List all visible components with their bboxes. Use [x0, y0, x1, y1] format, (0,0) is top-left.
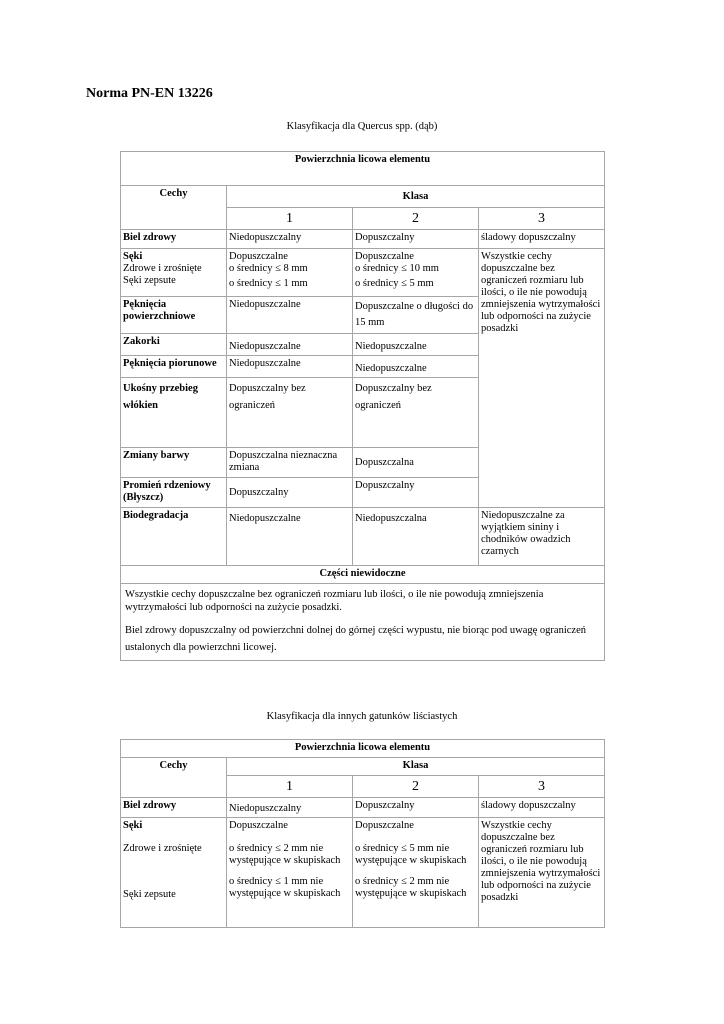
class-3-header: 3 [479, 776, 605, 798]
row-feature: Pęknięcia piorunowe [121, 356, 227, 378]
cell-line: Dopuszczalne [229, 251, 288, 262]
cell-class-2: Niedopuszczalne [353, 334, 479, 356]
cell-line: o średnicy ≤ 5 mm [355, 278, 434, 289]
document-title: Norma PN-EN 13226 [86, 86, 213, 101]
cell-line: o średnicy ≤ 1 mm [229, 278, 308, 289]
cell-line: o średnicy ≤ 8 mm [229, 263, 308, 274]
cell-class-2: Dopuszczalny [353, 230, 479, 249]
cell-class-1: Niedopuszczalne [227, 297, 353, 334]
cell-line: Dopuszczalne [355, 251, 414, 262]
cell-class-3: śladowy dopuszczalny [479, 230, 605, 249]
cell-class-1 [227, 249, 353, 297]
row-feature: Biodegradacja [121, 508, 227, 566]
table1-caption: Klasyfikacja dla Quercus spp. (dąb) [286, 121, 438, 132]
cell-class-2: Dopuszczalny [353, 798, 479, 818]
cell-class-2: Niedopuszczalna [353, 508, 479, 566]
cell-class-1: Niedopuszczalne [227, 356, 353, 378]
row-feature: Biel zdrowy [121, 798, 227, 818]
surface-header: Powierzchnia licowa elementu [121, 740, 605, 758]
cell-class-1: Niedopuszczalne [227, 508, 353, 566]
row-feature: Promień rdzeniowy (Błyszcz) [121, 478, 227, 508]
feature-sub-healthy: Zdrowe i zrośnięte [123, 843, 202, 854]
cell-line: o średnicy ≤ 10 mm [355, 263, 439, 274]
cell-class-1: Dopuszczalny bez ograniczeń [227, 378, 353, 448]
class-1-header: 1 [227, 776, 353, 798]
cell-class-2: Dopuszczalna [353, 448, 479, 478]
class-1-header: 1 [227, 208, 353, 230]
row-feature: Ukośny przebieg włókien [121, 378, 227, 448]
cell-class-1: Dopuszczalna nieznaczna zmiana [227, 448, 353, 478]
cell-line: o średnicy ≤ 1 mm nie występujące w skupiskach [229, 876, 341, 899]
hidden-parts-notes [121, 584, 605, 661]
surface-header: Powierzchnia licowa elementu [121, 152, 605, 186]
feature-sub-rotten: Sęki zepsute [123, 275, 176, 286]
class-header: Klasa [227, 758, 605, 776]
cell-class-1: Dopuszczalny [227, 478, 353, 508]
note-paragraph: Wszystkie cechy dopuszczalne bez ograniczeń rozmiaru lub ilości, o ile nie powodują zmniejszenia wytrzymałości lub odporności na zużycie posadzki. [125, 589, 544, 613]
cell-class-2: Dopuszczalny [353, 478, 479, 508]
feature-sub-rotten: Sęki zepsute [123, 889, 176, 900]
cell-class-1: Niedopuszczalny [227, 230, 353, 249]
row-feature [121, 818, 227, 928]
cell-line: o średnicy ≤ 2 mm nie występujące w skupiskach [229, 843, 341, 866]
cell-line: Dopuszczalne [355, 820, 414, 831]
cell-class-3: Wszystkie cechy dopuszczalne bez ograniczeń rozmiaru lub ilości, o ile nie powodują zmniejszenia wytrzymałości lub odporności na zużycie posadzki [479, 818, 605, 928]
cell-class-2 [353, 818, 479, 928]
cell-class-2: Dopuszczalne o długości do 15 mm [353, 297, 479, 334]
cell-class-1 [227, 818, 353, 928]
feature-sub-healthy: Zdrowe i zrośnięte [123, 263, 202, 274]
cell-class-1: Niedopuszczalny [227, 798, 353, 818]
row-feature: Pęknięcia powierzchniowe [121, 297, 227, 334]
cell-class-3-merged: Wszystkie cechy dopuszczalne bez ograniczeń rozmiaru lub ilości, o ile nie powodują zmniejszenia wytrzymałości lub odporności na zużycie posadzki [479, 249, 605, 508]
cell-class-3: śladowy dopuszczalny [479, 798, 605, 818]
feature-name: Sęki [123, 820, 143, 831]
cell-class-2 [353, 249, 479, 297]
cell-line: o średnicy ≤ 2 mm nie występujące w skupiskach [355, 876, 467, 899]
row-feature [121, 249, 227, 297]
cell-class-2: Niedopuszczalne [353, 356, 479, 378]
class-2-header: 2 [353, 776, 479, 798]
feature-name: Sęki [123, 251, 143, 262]
note-paragraph: Biel zdrowy dopuszczalny od powierzchni dolnej do górnej części wypustu, nie biorąc pod uwagę ograniczeń ustalonych dla powierzchni licowej. [125, 625, 586, 653]
row-feature: Zmiany barwy [121, 448, 227, 478]
features-header: Cechy [121, 186, 227, 230]
classification-table-oak [120, 151, 605, 661]
class-2-header: 2 [353, 208, 479, 230]
cell-class-3: Niedopuszczalne za wyjątkiem sininy i chodników owadzich czarnych [479, 508, 605, 566]
class-3-header: 3 [479, 208, 605, 230]
cell-class-2: Dopuszczalny bez ograniczeń [353, 378, 479, 448]
features-header: Cechy [121, 758, 227, 798]
cell-line: o średnicy ≤ 5 mm nie występujące w skupiskach [355, 843, 467, 866]
class-header: Klasa [227, 186, 605, 208]
table2-caption: Klasyfikacja dla innych gatunków liściastych [266, 711, 458, 722]
hidden-parts-header: Części niewidoczne [121, 566, 605, 584]
cell-line: Dopuszczalne [229, 820, 288, 831]
row-feature: Biel zdrowy [121, 230, 227, 249]
cell-class-1: Niedopuszczalne [227, 334, 353, 356]
row-feature: Zakorki [121, 334, 227, 356]
classification-table-hardwoods [120, 739, 605, 928]
